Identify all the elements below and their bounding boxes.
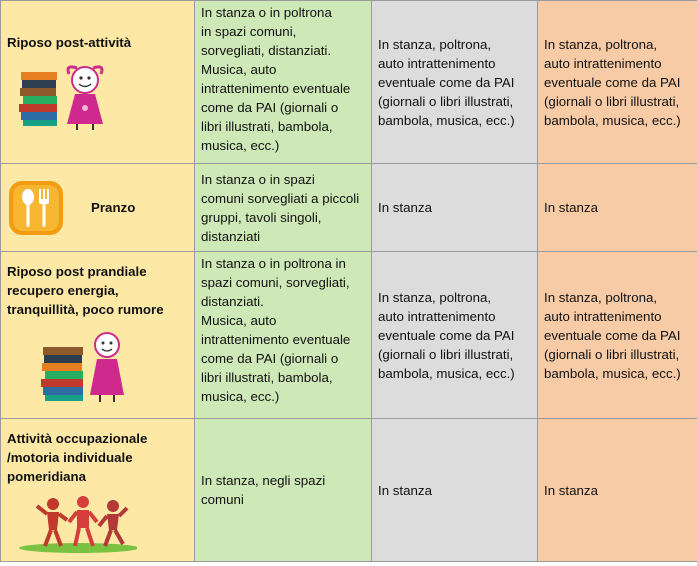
table-row <box>1 252 697 419</box>
table-row <box>1 164 697 252</box>
activity-cell <box>1 419 195 562</box>
room-cell: In stanza, poltrona, auto intrattenimento eventuale come da PAI (giornali o libri illustrati, bambola, musica, ecc.) <box>538 252 697 419</box>
common-areas-cell: In stanza, negli spazi comuni <box>195 419 372 562</box>
room-cell: In stanza <box>538 164 697 252</box>
room-cell: In stanza <box>372 419 538 562</box>
room-cell: In stanza, poltrona, auto intrattenimento eventuale come da PAI (giornali o libri illustrati, bambola, musica, ecc.) <box>538 1 697 164</box>
activity-label: Attività occupazionale /motoria individuale pomeridiana <box>7 431 148 484</box>
room-cell: In stanza, poltrona, auto intrattenimento eventuale come da PAI (giornali o libri illustrati, bambola, musica, ecc.) <box>372 1 538 164</box>
table-row <box>1 419 697 562</box>
activity-label: Riposo post prandiale recupero energia, tranquillità, poco rumore <box>7 264 164 317</box>
activity-cell <box>1 252 195 419</box>
room-cell: In stanza <box>538 419 697 562</box>
activity-label: Pranzo <box>91 200 136 215</box>
common-areas-cell: In stanza o in poltrona in spazi comuni, sorvegliati, distanziati. Musica, auto intrattenimento eventuale come da PAI (giornali o libri illustrati, bambola, musica, ecc.) <box>195 252 372 419</box>
room-cell: In stanza <box>372 164 538 252</box>
table-row <box>1 1 697 164</box>
common-areas-cell: In stanza o in spazi comuni sorvegliati a piccoli gruppi, tavoli singoli, distanziati <box>195 164 372 252</box>
exercising-figures-icon <box>7 492 137 554</box>
room-cell: In stanza, poltrona, auto intrattenimento eventuale come da PAI (giornali o libri illustrati, bambola, musica, ecc.) <box>372 252 538 419</box>
activity-label: Riposo post-attività <box>7 34 132 50</box>
activity-cell <box>1 1 195 164</box>
books-and-doll-icon <box>7 329 127 405</box>
books-and-doll-icon <box>7 60 117 132</box>
fork-spoon-icon <box>7 179 65 237</box>
activity-cell <box>1 164 195 252</box>
common-areas-cell: In stanza o in poltrona in spazi comuni, sorvegliati, distanziati. Musica, auto intrattenimento eventuale come da PAI (giornali o libri illustrati, bambola, musica, ecc.) <box>195 1 372 164</box>
